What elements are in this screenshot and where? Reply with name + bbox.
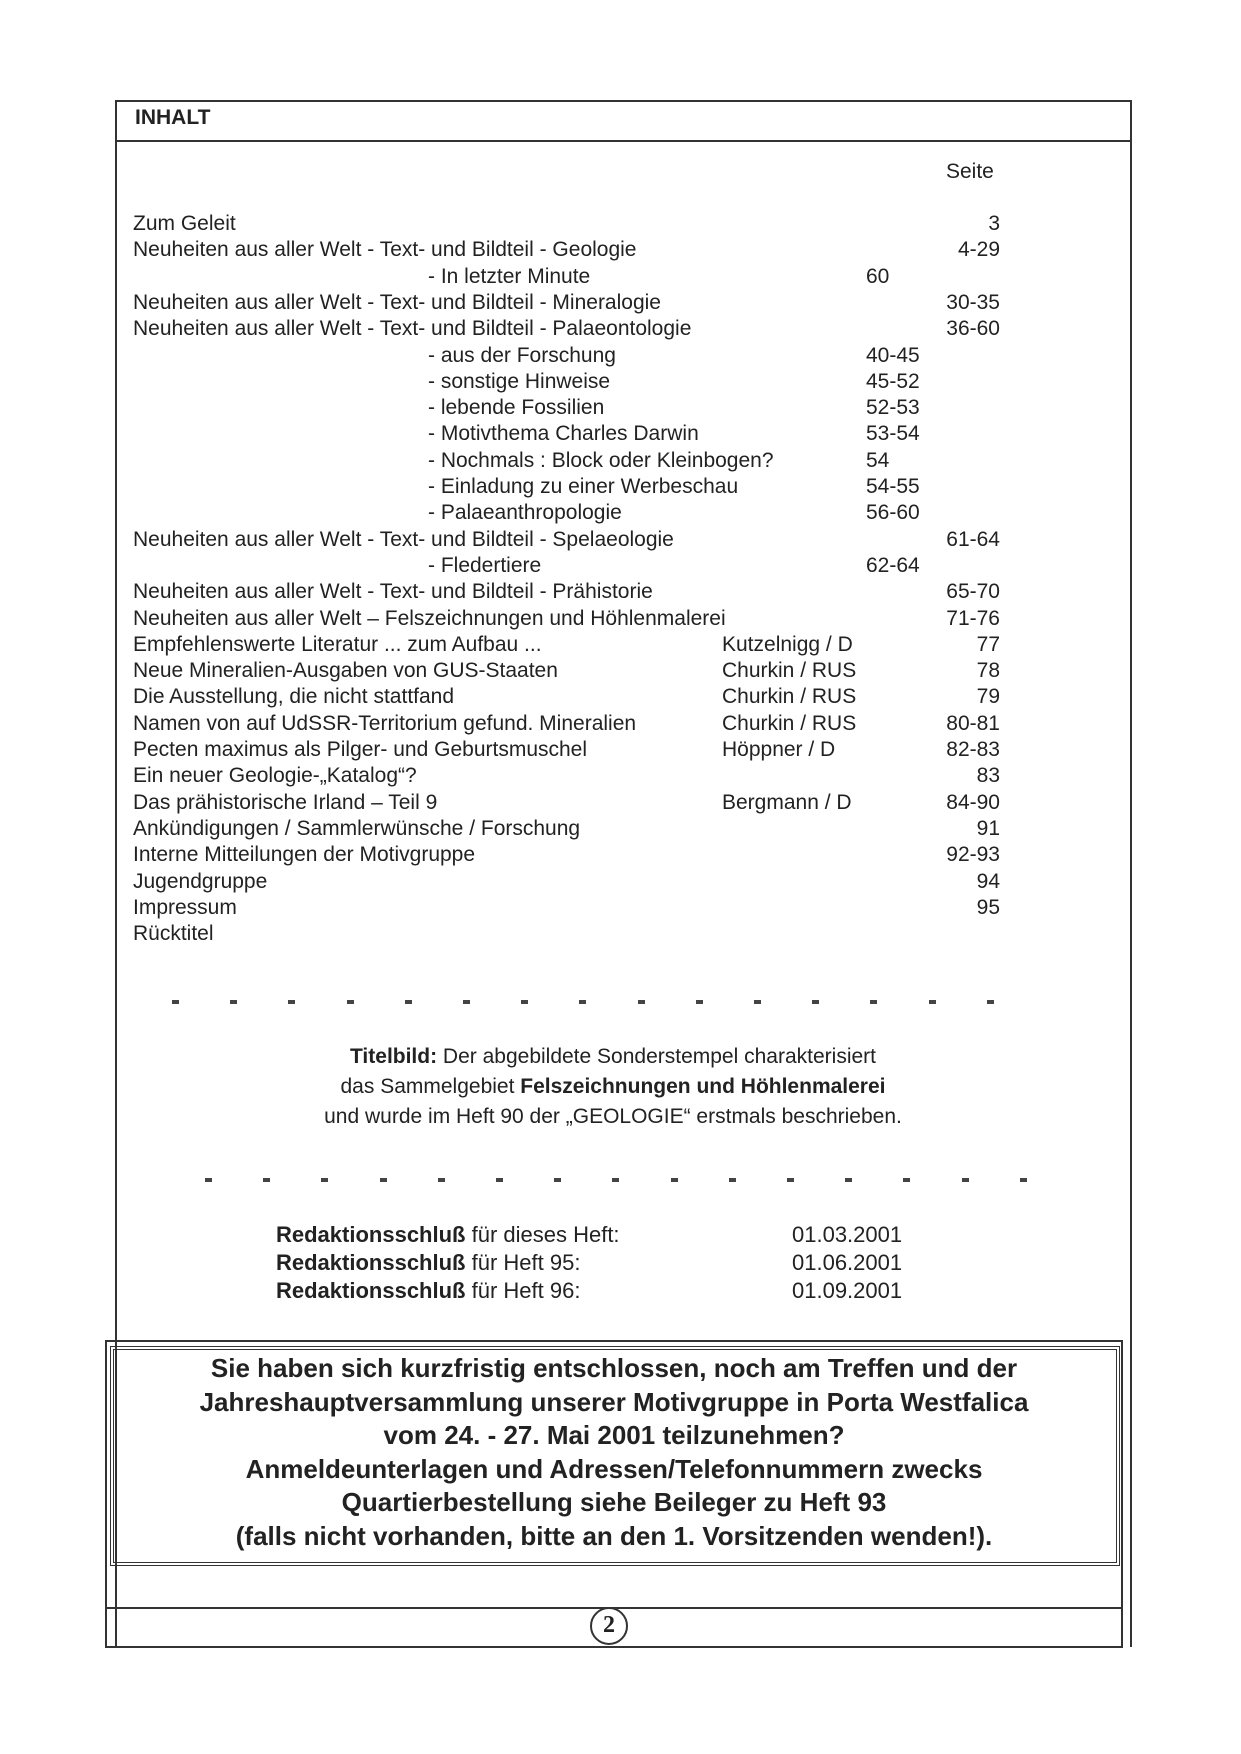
toc-entry-title: Neuheiten aus aller Welt - Text- und Bildteil - Mineralogie [133,291,661,314]
separator-dash [696,1000,703,1004]
toc-entry-title: Namen von auf UdSSR-Territorium gefund. Mineralien [133,712,637,735]
separator-dash [929,1000,936,1004]
deadline-label-3 [276,1277,580,1305]
separator-dash [463,1000,470,1004]
toc-entry-title: Empfehlenswerte Literatur ... zum Aufbau ... [133,633,542,656]
toc-entry-page: 62-64 [866,554,920,577]
separator-dash [671,1178,678,1182]
toc-entry-page: 30-35 [946,291,1000,314]
deadline-label-bold: Redaktionsschluß [276,1278,466,1303]
toc-entry-title: Rücktitel [133,922,214,945]
page-number: 2 [590,1607,628,1645]
toc-entry-page: 78 [976,659,1000,682]
notice-line: Quartierbestellung siehe Beileger zu Heft 93 [341,1487,887,1517]
separator-dash [205,1178,212,1182]
toc-entry-title: Impressum [133,896,237,919]
toc-entry-page: 82-83 [946,738,1000,761]
caption-line-1 [113,1042,1113,1072]
toc-entry-author: Kutzelnigg / D [722,633,853,656]
toc-entry-title: Ein neuer Geologie-„Katalog“? [133,764,417,787]
page-column-label: Seite [946,160,994,183]
deadline-label-1 [276,1221,620,1249]
separator-dash [230,1000,237,1004]
separator-dash [845,1178,852,1182]
toc-entry-title: Das prähistorische Irland – Teil 9 [133,791,438,814]
toc-entry-title: - Fledertiere [428,554,542,577]
separator-dash [288,1000,295,1004]
toc-entry-page: 79 [976,685,1000,708]
toc-entry-page: 60 [866,265,890,288]
toc-entry-author: Churkin / RUS [722,659,857,682]
toc-entry-title: Pecten maximus als Pilger- und Geburtsmuschel [133,738,588,761]
toc-entry-page: 91 [976,817,1000,840]
toc-entry-title: Neuheiten aus aller Welt – Felszeichnungen und Höhlenmalerei [133,607,726,630]
separator-dash [987,1000,994,1004]
toc-entry-page: 92-93 [946,843,1000,866]
separator-dash [729,1178,736,1182]
toc-entry-title: - Nochmals : Block oder Kleinbogen? [428,449,774,472]
toc-entry-title: Neue Mineralien-Ausgaben von GUS-Staaten [133,659,558,682]
toc-entry-page: 95 [976,896,1000,919]
separator-dash [870,1000,877,1004]
deadline-label-bold: Redaktionsschluß [276,1250,466,1275]
separator-dash [554,1178,561,1182]
deadline-label-bold: Redaktionsschluß [276,1222,466,1247]
deadline-label-rest: für dieses Heft: [465,1222,620,1247]
separator-dash [380,1178,387,1182]
footer-left-rule [105,1340,107,1647]
separator-dash [263,1178,270,1182]
separator-dash [638,1000,645,1004]
separator-dash [903,1178,910,1182]
separator-dash [612,1178,619,1182]
separator-dash [787,1178,794,1182]
toc-entry-title: Jugendgruppe [133,870,268,893]
toc-entry-page: 3 [988,212,1000,235]
separator-dash [521,1000,528,1004]
separator-dash [496,1178,503,1182]
caption-line-2 [113,1072,1113,1102]
separator-dash [962,1178,969,1182]
caption-label: Titelbild: [349,1045,438,1068]
separator-dash [579,1000,586,1004]
toc-entry-author: Churkin / RUS [722,712,857,735]
footer-right-rule [1121,1340,1123,1647]
caption-line-3: und wurde im Heft 90 der „GEOLOGIE“ erstmals beschrieben. [324,1105,902,1128]
toc-entry-title: Neuheiten aus aller Welt - Text- und Bildteil - Prähistorie [133,580,653,603]
toc-entry-title: Zum Geleit [133,212,236,235]
toc-entry-page: 54-55 [866,475,920,498]
toc-entry-title: Neuheiten aus aller Welt - Text- und Bildteil - Spelaeologie [133,528,674,551]
toc-entry-title: - lebende Fossilien [428,396,605,419]
separator-dash [438,1178,445,1182]
toc-entry-page: 65-70 [946,580,1000,603]
toc-entry-title: Neuheiten aus aller Welt - Text- und Bildteil - Geologie [133,238,637,261]
toc-entry-page: 52-53 [866,396,920,419]
toc-entry-page: 54 [866,449,890,472]
toc-entry-title: - aus der Forschung [428,344,616,367]
separator-dash [405,1000,412,1004]
toc-entry-page: 84-90 [946,791,1000,814]
toc-entry-title: - sonstige Hinweise [428,370,611,393]
toc-entry-page: 45-52 [866,370,920,393]
toc-entry-page: 36-60 [946,317,1000,340]
separator-dash [321,1178,328,1182]
deadline-date-1: 01.03.2001 [792,1222,903,1247]
toc-entry-title: - Einladung zu einer Werbeschau [428,475,739,498]
notice-line: Jahreshauptversammlung unserer Motivgruppe in Porta Westfalica [199,1386,1029,1417]
toc-entry-page: 61-64 [946,528,1000,551]
toc-entry-page: 77 [976,633,1000,656]
deadline-date-2: 01.06.2001 [792,1250,903,1275]
separator-dash [347,1000,354,1004]
toc-entry-title: Die Ausstellung, die nicht stattfand [133,685,455,708]
separator-dash [754,1000,761,1004]
separator-dash [172,1000,179,1004]
caption-topic: Felszeichnungen und Höhlenmalerei [520,1075,886,1098]
toc-entry-page: 56-60 [866,501,920,524]
notice-line: Anmeldeunterlagen und Adressen/Telefonnummern zwecks [245,1453,983,1484]
toc-entry-page: 83 [976,764,1000,787]
toc-entry-page: 40-45 [866,344,920,367]
separator-dash [1020,1178,1027,1182]
toc-entry-title: - Palaeanthropologie [428,501,622,524]
contents-title: INHALT [135,106,211,129]
toc-entry-page: 71-76 [946,607,1000,630]
toc-entry-title: Interne Mitteilungen der Motivgruppe [133,843,476,866]
notice-line: Sie haben sich kurzfristig entschlossen, noch am Treffen und der [210,1353,1018,1383]
separator-dash [812,1000,819,1004]
caption-line-2-text: das Sammelgebiet [340,1075,521,1098]
toc-entry-page: 4-29 [957,238,1000,261]
titelbild-caption [113,1042,1113,1132]
toc-entry-author: Bergmann / D [722,791,852,814]
toc-entry-author: Höppner / D [722,738,836,761]
toc-entry-author: Churkin / RUS [722,685,857,708]
header-divider [115,140,1132,142]
toc-entry-title: - In letzter Minute [428,265,591,288]
notice-line: vom 24. - 27. Mai 2001 teilzunehmen? [383,1420,845,1450]
deadline-label-rest: für Heft 96: [465,1278,581,1303]
toc-entry-page: 80-81 [946,712,1000,735]
toc-entry-page: 94 [976,870,1000,893]
meeting-notice [114,1352,1114,1553]
footer-divider-2 [105,1646,1123,1648]
toc-entry-title: - Motivthema Charles Darwin [428,422,699,445]
deadline-date-3: 01.09.2001 [792,1278,903,1303]
caption-line-1-text: Der abgebildete Sonderstempel charakterisiert [437,1045,876,1068]
notice-top-rule [105,1340,1123,1342]
notice-line: (falls nicht vorhanden, bitte an den 1. Vorsitzenden wenden!). [235,1520,993,1551]
deadline-label-2 [276,1249,580,1277]
toc-entry-title: Ankündigungen / Sammlerwünsche / Forschung [133,817,581,840]
toc-entry-page: 53-54 [866,422,920,445]
deadline-label-rest: für Heft 95: [465,1250,581,1275]
toc-entry-title: Neuheiten aus aller Welt - Text- und Bildteil - Palaeontologie [133,317,692,340]
